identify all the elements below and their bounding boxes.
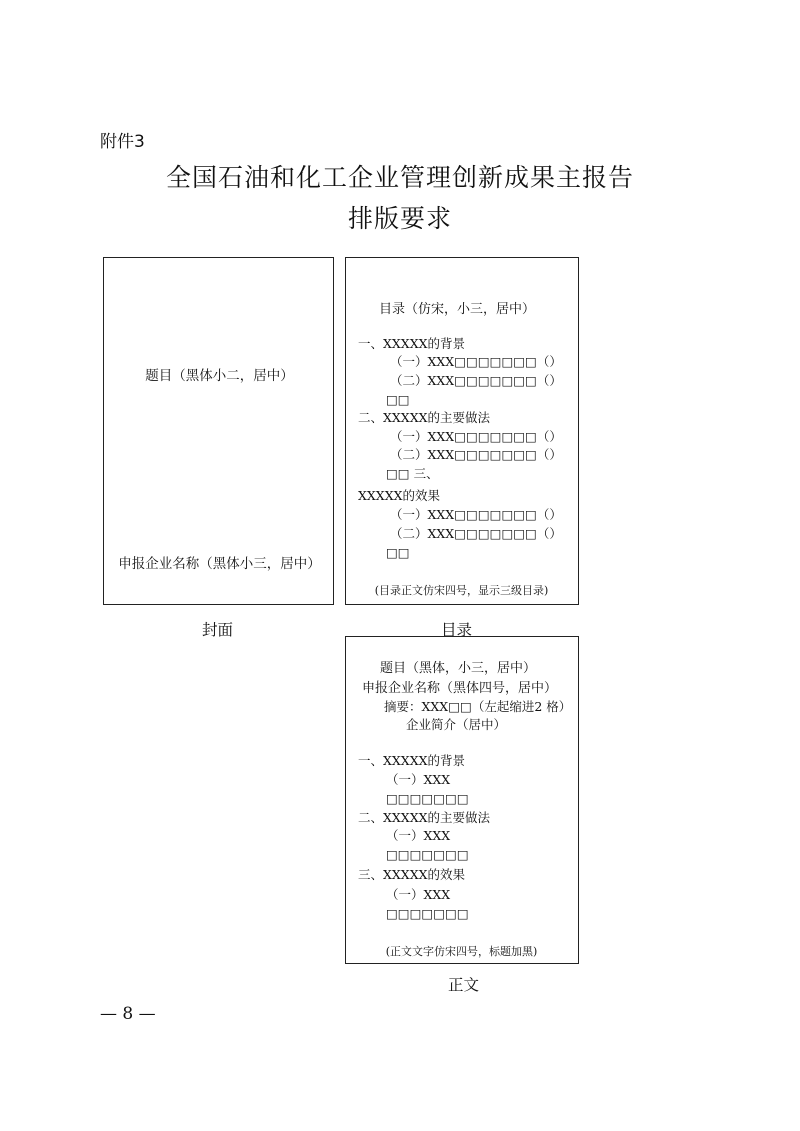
toc-caption: 目录 [441,621,473,639]
main-line: （一）XXX [386,772,451,787]
toc-heading: 目录（仿宋，小三，居中） [379,302,536,317]
toc-line: （一）XXX□□□□□□□（） [390,354,562,369]
main-line: 题目（黑体，小三，居中） [380,661,537,676]
cover-caption: 封面 [202,621,234,639]
main-line: 三、XXXXX的效果 [358,867,465,882]
main-line: 摘要：XXX□□（左起缩进2 格） [384,699,572,714]
attachment-label: 附件3 [100,132,145,152]
main-line: 二、XXXXX的主要做法 [358,810,490,825]
main-text-layout-box [345,636,579,964]
toc-line: □□ [386,392,410,407]
toc-line: （二）XXX□□□□□□□（） [390,526,562,541]
main-line: 一、XXXXX的背景 [358,753,465,768]
main-line: 企业简介（居中） [406,717,507,732]
toc-line: □□ 三、 [386,466,439,481]
cover-title-note: 题目（黑体小二，居中） [145,368,294,384]
toc-line: （一）XXX□□□□□□□（） [390,429,562,444]
main-footer-note: (正文文字仿宋四号，标题加黑) [385,945,538,958]
main-line: □□□□□□□ [386,906,469,921]
toc-footer-note: (目录正文仿宋四号，显示三级目录) [374,584,549,597]
cover-company-note: 申报企业名称（黑体小三，居中） [118,556,321,572]
toc-layout-box [345,257,579,605]
page-title: 全国石油和化工企业管理创新成果主报告 [165,163,634,192]
toc-line: （一）XXX□□□□□□□（） [390,507,562,522]
main-line: □□□□□□□ [386,847,469,862]
toc-line: □□ [386,545,410,560]
toc-line: XXXXX的效果 [358,488,440,503]
toc-line: 二、XXXXX的主要做法 [358,410,490,425]
page-subtitle: 排版要求 [347,204,452,233]
main-caption: 正文 [448,976,480,994]
main-line: （一）XXX [386,887,451,902]
toc-line: （二）XXX□□□□□□□（） [390,373,562,388]
toc-line: （二）XXX□□□□□□□（） [390,447,562,462]
cover-layout-box [103,257,334,605]
main-line: （一）XXX [386,828,451,843]
main-line: 申报企业名称（黑体四号，居中） [362,681,558,696]
main-line: □□□□□□□ [386,791,469,806]
toc-line: 一、XXXXX的背景 [358,336,465,351]
page-number: — 8 — [100,1004,156,1024]
